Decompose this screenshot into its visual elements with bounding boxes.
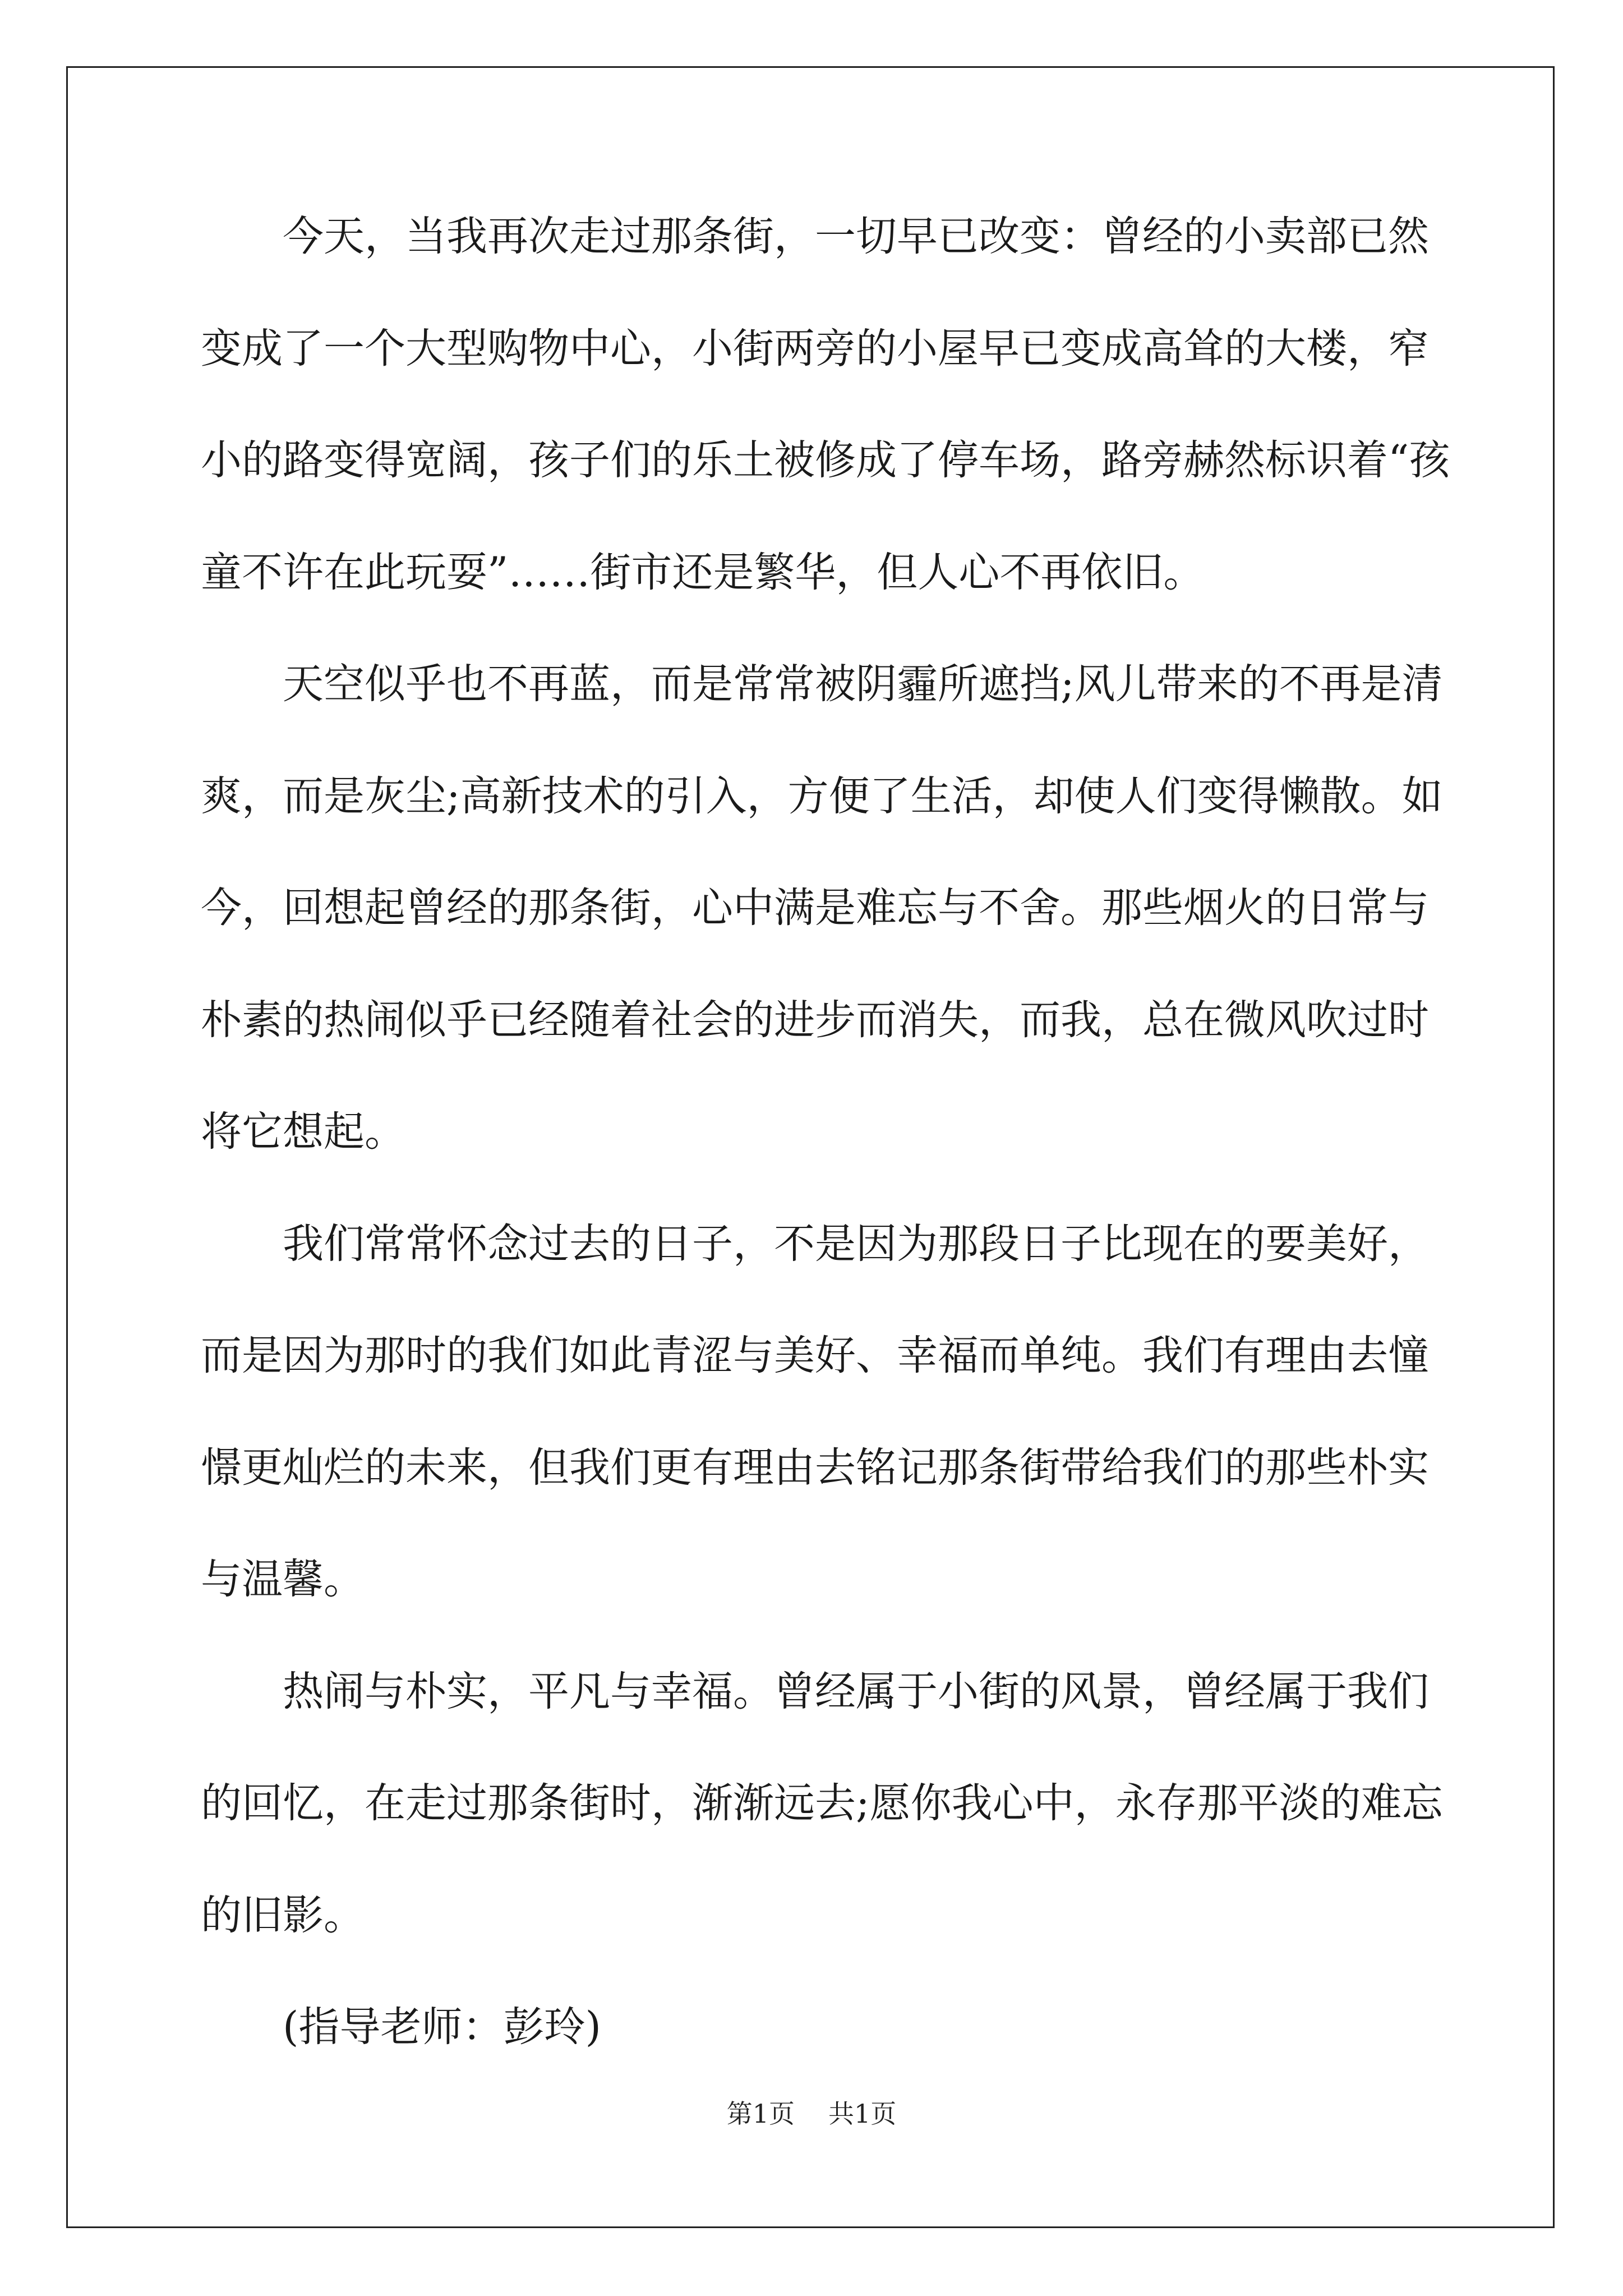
paragraph-2-line-2: 爽，而是灰尘;高新技术的引入，方便了生活，却使人们变得懒散。如: [201, 772, 1443, 820]
paragraph-3-line-3: 憬更灿烂的未来，但我们更有理由去铭记那条街带给我们的那些朴实: [201, 1443, 1429, 1492]
paragraph-2-line-1: 天空似乎也不再蓝，而是常常被阴霾所遮挡;风儿带来的不再是清: [283, 660, 1443, 708]
paragraph-4-line-2: 的回忆，在走过那条街时，渐渐远去;愿你我心中，永存那平淡的难忘: [201, 1779, 1443, 1827]
advisor-signature: (指导老师：彭玲): [283, 2003, 601, 2051]
paragraph-4-line-1: 热闹与朴实，平凡与幸福。曾经属于小街的风景，曾经属于我们: [283, 1667, 1429, 1715]
paragraph-1-line-1: 今天，当我再次走过那条街，一切早已改变：曾经的小卖部已然: [283, 213, 1429, 260]
paragraph-2-line-3: 今，回想起曾经的那条街，心中满是难忘与不舍。那些烟火的日常与: [201, 884, 1429, 932]
paragraph-4-line-3: 的旧影。: [201, 1891, 365, 1939]
page-footer: [0, 2101, 1623, 2127]
page-total: 共1页: [828, 2099, 897, 2129]
document-body: [201, 213, 1450, 2119]
paragraph-3-line-4: 与温馨。: [201, 1556, 365, 1603]
paragraph-3-line-2: 而是因为那时的我们如此青涩与美好、幸福而单纯。我们有理由去憧: [201, 1332, 1429, 1379]
paragraph-2-line-4: 朴素的热闹似乎已经随着社会的进步而消失，而我，总在微风吹过时: [201, 996, 1429, 1044]
paragraph-1-line-2: 变成了一个大型购物中心，小街两旁的小屋早已变成高耸的大楼，窄: [201, 324, 1429, 372]
paragraph-2-line-5: 将它想起。: [201, 1108, 405, 1156]
paragraph-3-line-1: 我们常常怀念过去的日子，不是因为那段日子比现在的要美好，: [283, 1220, 1429, 1268]
paragraph-1-line-4: 童不许在此玩耍”……街市还是繁华，但人心不再依旧。: [201, 548, 1205, 596]
page-number: 第1页: [726, 2099, 795, 2129]
paragraph-1-line-3: 小的路变得宽阔，孩子们的乐土被修成了停车场，路旁赫然标识着“孩: [201, 436, 1450, 484]
